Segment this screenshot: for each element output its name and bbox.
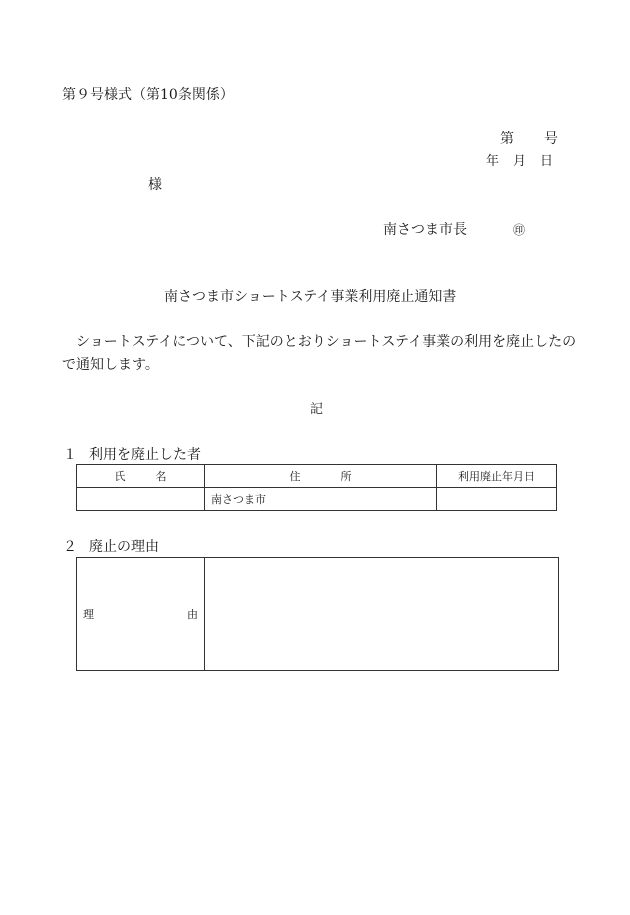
reason-value-cell[interactable] <box>205 558 559 671</box>
section2-heading <box>63 538 159 556</box>
addressee-honorific: 様 <box>148 177 162 193</box>
body-text: ショートステイについて、下記のとおりショートステイ事業の利用を廃止したので通知します。 <box>62 334 577 373</box>
section1-heading <box>63 446 201 464</box>
column-header-date: 利用廃止年月日 <box>437 465 557 488</box>
date-year-label: 年 <box>486 154 500 169</box>
column-header-name: 氏名 <box>77 465 205 488</box>
date-day-label: 日 <box>540 154 554 169</box>
document-title: 南さつま市ショートステイ事業利用廃止通知書 <box>164 289 457 305</box>
address-cell[interactable] <box>205 488 437 511</box>
section2-title: 廃止の理由 <box>89 539 159 555</box>
address-value: 南さつま市 <box>211 493 266 506</box>
section1-number: １ <box>63 447 77 463</box>
section2-number: ２ <box>63 539 77 555</box>
reason-table <box>76 557 559 671</box>
form-number: 第９号様式（第10条関係） <box>62 87 234 103</box>
document-number-prefix: 第 <box>500 131 514 147</box>
date-line <box>486 153 553 170</box>
person-table <box>76 464 557 511</box>
column-header-address: 住所 <box>205 465 437 488</box>
date-month-label: 月 <box>513 154 527 169</box>
ki-heading: 記 <box>310 402 324 417</box>
section1-title: 利用を廃止した者 <box>89 447 201 463</box>
issuer-name: 南さつま市長 <box>383 222 467 238</box>
name-cell[interactable] <box>77 488 205 511</box>
reason-row <box>77 558 559 671</box>
table-header-row <box>77 465 557 488</box>
document-number-line <box>500 130 558 148</box>
date-cell[interactable] <box>437 488 557 511</box>
table-row <box>77 488 557 511</box>
seal-mark: ㊞ <box>513 223 526 237</box>
document-number-suffix: 号 <box>544 131 558 147</box>
reason-label-cell <box>77 558 205 671</box>
reason-label-right: 由 <box>187 608 198 621</box>
issuer-line <box>383 221 525 239</box>
reason-label-left: 理 <box>83 608 94 621</box>
